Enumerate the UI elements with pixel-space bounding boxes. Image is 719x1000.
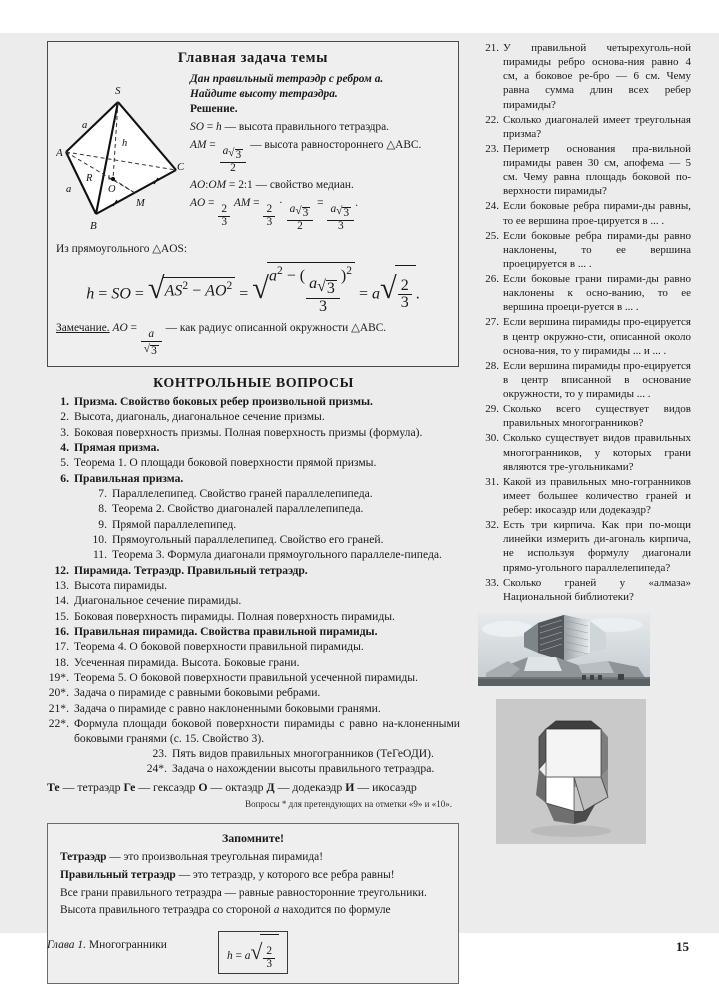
control-question-item	[47, 640, 460, 655]
question-text: Сколько существует видов правильных многогранников, у которых грани являются тре-угольниками?	[503, 432, 691, 473]
question-text: Прямой параллелепипед.	[112, 517, 237, 531]
question-text: Параллелепипед. Свойство граней параллелепипеда.	[112, 487, 373, 501]
main-problem-box	[47, 41, 459, 367]
remark-label: Замечание.	[56, 322, 110, 335]
right-question-item	[478, 41, 691, 112]
page-footer	[0, 933, 719, 973]
svg-text:O: O	[108, 184, 116, 195]
control-question-item	[47, 410, 460, 425]
question-number: 27.	[485, 316, 499, 329]
question-number: 12.	[54, 563, 69, 577]
svg-text:C: C	[177, 161, 184, 173]
question-text: Прямоугольный параллелепипед. Свойство его граней.	[112, 533, 384, 547]
solution-label: Решение.	[190, 103, 238, 116]
question-number: 20*.	[48, 686, 69, 700]
question-number: 30.	[485, 432, 499, 445]
line-ao: AO = $\frac{2}{3}$ AM = $\frac{2}{3}$ · a √ 3 2 = a √ 3 3 .	[190, 196, 358, 232]
star-footnote: Вопросы * для претендующих на отметки «9» и «10».	[245, 798, 452, 809]
right-question-item	[478, 431, 691, 473]
question-number: 31.	[485, 475, 499, 488]
question-number: 28.	[485, 359, 499, 372]
national-library-illustration	[478, 613, 650, 686]
control-question-item	[47, 518, 460, 533]
control-question-item	[47, 548, 460, 563]
question-text: Боковая поверхность призмы. Полная поверхность призмы (формула).	[74, 425, 423, 439]
footer-chapter: Глава 1. Многогранники	[47, 939, 167, 951]
question-text: Формула площади боковой поверхности пирамиды с равно на-клоненными боковыми гранями (с. 15. Свойство 3).	[74, 716, 460, 745]
remember-line-2: Правильный тетраэдр — это тетраэдр, у которого все ребра равны!	[60, 868, 395, 881]
question-text: Теорема 4. О боковой поверхности правильной пирамиды.	[74, 640, 364, 654]
question-text: У правильной четырехуголь-ной пирамиды ребро основа-ния равно 4 см, а боковое ре-бро — 6 см. Чему равна сумма длин всех ребер пирамиды?	[503, 42, 691, 111]
question-text: Правильная призма.	[74, 471, 184, 485]
question-text: Теорема 5. О боковой поверхности правильной усеченной пирамиды.	[74, 670, 418, 684]
question-number: 17.	[54, 640, 69, 654]
statement-line-1: Дан правильный тетраэдр с ребром a.	[190, 73, 384, 85]
control-question-item	[47, 426, 460, 441]
polyhedron-model-photo	[496, 699, 646, 844]
right-question-item	[478, 199, 691, 227]
right-question-item	[478, 272, 691, 314]
rhombicuboctahedron-illustration	[496, 699, 646, 844]
question-text: Диагональное сечение пирамиды.	[74, 594, 242, 608]
question-number: 24.	[485, 200, 499, 213]
control-question-item	[47, 395, 460, 410]
question-number: 11.	[92, 548, 107, 562]
control-question-item	[47, 502, 460, 517]
question-text: Теорема 1. О площади боковой поверхности прямой призмы.	[74, 456, 377, 470]
right-questions-list	[478, 41, 691, 604]
tetrahedron-figure	[56, 72, 186, 236]
control-question-item	[47, 533, 460, 548]
svg-text:h: h	[122, 138, 128, 149]
question-number: 24*.	[146, 762, 167, 776]
question-text: Теорема 3. Формула диагонали прямоугольного параллеле-пипеда.	[112, 548, 442, 562]
question-text: Задача о пирамиде с равно наклоненными боковыми гранями.	[74, 701, 381, 715]
question-number: 26.	[485, 273, 499, 285]
right-column	[470, 33, 719, 933]
question-text: Сколько диагоналей имеет треугольная призма?	[503, 113, 691, 140]
control-question-item	[47, 686, 460, 701]
svg-text:A: A	[56, 147, 63, 159]
control-question-item	[47, 472, 460, 487]
question-number: 8.	[98, 502, 107, 516]
from-right-triangle: Из прямоугольного △AOS:	[56, 242, 188, 255]
national-library-photo	[478, 613, 650, 686]
tetrahedron-svg	[56, 74, 184, 234]
question-number: 25.	[485, 229, 499, 242]
remember-line-3: Все грани правильного тетраэдра — равные равносторонние треугольники.	[60, 886, 427, 899]
right-question-item	[478, 475, 691, 517]
control-question-item	[47, 610, 460, 625]
right-question-item	[478, 576, 691, 604]
question-number: 13.	[54, 579, 69, 592]
question-text: Усеченная пирамида. Высота. Боковые грани.	[74, 655, 300, 669]
right-question-item	[478, 518, 691, 575]
statement-line-2: Найдите высоту тетраэдра.	[190, 88, 338, 101]
question-number: 9.	[98, 517, 107, 531]
problem-body	[56, 72, 450, 236]
question-text: Если боковые ребра пирами-ды равны, то ее вершина прое-цируется в ... .	[503, 200, 691, 227]
question-number: 15.	[54, 609, 69, 623]
control-question-item	[47, 762, 460, 777]
question-text: Есть три кирпича. Как при по-мощи линейки измерить ди-агональ кирпича, не используя формулу диагонали прямо-угольного параллелепипеда?	[503, 519, 691, 574]
question-number: 5.	[60, 456, 69, 470]
right-question-item	[478, 359, 691, 401]
question-number: 22.	[485, 113, 499, 126]
question-text: Высота пирамиды.	[74, 579, 168, 592]
remark-line: Замечание. AO = a √ 3 — как радиус описанной окружности △ABC.	[56, 322, 387, 358]
question-text: Призма. Свойство боковых ребер произвольной призмы.	[74, 395, 373, 409]
svg-text:S: S	[115, 85, 121, 97]
control-question-item	[47, 456, 460, 471]
question-text: Если вершина пирамиды про-ецируется в центр окружно-сти, описанной около основа-ния, то у пирамиды ... и ... .	[503, 316, 691, 357]
question-number: 33.	[485, 576, 499, 589]
question-text: Задача о нахождении высоты правильного тетраэдра.	[172, 762, 435, 776]
question-number: 18.	[54, 655, 69, 669]
question-text: Пять видов правильных многогранников (ТеГеОДИ).	[172, 747, 434, 761]
line-ratio: AO:OM = 2:1 — свойство медиан.	[190, 178, 354, 191]
control-question-item	[47, 656, 460, 671]
question-number: 2.	[60, 410, 69, 424]
question-text: Сколько граней у «алмаза» Национальной библиотеки?	[503, 576, 691, 603]
footer-page-number: 15	[676, 939, 689, 954]
line-am: AM = a √ 3 2 — высота равностороннего △ABC.	[190, 139, 422, 175]
remark-tail: — как радиус описанной окружности △ABC.	[165, 322, 387, 335]
question-number: 29.	[485, 403, 499, 416]
control-question-item	[47, 702, 460, 717]
svg-text:M: M	[136, 198, 145, 209]
question-text: Боковая поверхность пирамиды. Полная поверхность пирамиды.	[74, 609, 395, 623]
question-text: Прямая призма.	[74, 441, 160, 455]
control-question-item	[47, 487, 460, 502]
remember-title: Запомните!	[221, 830, 285, 845]
remember-line-4: Высота правильного тетраэдра со стороной a находится по формуле	[60, 904, 391, 917]
question-text: Какой из правильных мно-гогранников имеет большее количество граней и ребер: икосаэдр или додекаэдр?	[503, 475, 691, 516]
question-text: Правильная пирамида. Свойства правильной пирамиды.	[74, 624, 378, 638]
question-text: Если боковые грани пирами-ды равно наклонены к осно-ванию, то ее вершина проеци-руется в ... .	[503, 273, 691, 314]
question-number: 32.	[485, 519, 499, 532]
right-question-item	[478, 229, 691, 271]
question-number: 4.	[60, 441, 69, 455]
right-question-item	[478, 402, 691, 430]
question-number: 10.	[92, 533, 107, 547]
right-question-item	[478, 113, 691, 141]
question-number: 1.	[60, 395, 69, 409]
fraction-am: a √ 3 2	[220, 146, 247, 175]
question-text: Задача о пирамиде с равными боковыми ребрами.	[74, 686, 321, 700]
svg-text:a: a	[66, 184, 72, 195]
solution-text	[190, 72, 450, 236]
question-text: Если боковые ребра пирами-ды равно наклонены, то ее вершина проецируется в ... .	[503, 229, 691, 270]
question-number: 22*.	[48, 716, 69, 730]
remember-formula-box: h = a √ $\frac{2}{3}$	[218, 931, 288, 974]
question-number: 23.	[152, 747, 167, 761]
question-text: Периметр основания пра-вильной пирамиды равен 30 см, апофема — 5 см. Чему равна площадь боковой по-верхности пирамиды?	[503, 142, 691, 198]
question-text: Теорема 2. Свойство диагоналей параллелепипеда.	[112, 502, 364, 516]
remember-line-1: Тетраэдр — это произвольная треугольная пирамида!	[60, 851, 324, 864]
control-question-item	[47, 579, 460, 594]
right-question-item	[478, 315, 691, 357]
right-question-item	[478, 142, 691, 199]
question-text: Высота, диагональ, диагональное сечение призмы.	[74, 410, 325, 424]
question-number: 3.	[60, 425, 69, 439]
control-question-item	[47, 671, 460, 686]
question-number: 14.	[54, 594, 69, 608]
question-text: Сколько всего существует видов правильных многогранников?	[503, 403, 691, 430]
control-questions-list	[47, 395, 460, 777]
line-so-text: — высота правильного тетраэдра.	[224, 121, 390, 134]
polyhedra-legend: Те — тетраэдр Ге — гексаэдр О — октаэдр Д — додекаэдр И — икосаэдр	[47, 780, 417, 795]
control-question-item	[47, 625, 460, 640]
svg-text:B: B	[90, 220, 97, 232]
control-question-item	[47, 441, 460, 456]
svg-text:a: a	[82, 120, 88, 131]
question-number: 6.	[60, 471, 69, 485]
main-formula: h = SO = √ $AS^2 - AO^2$ = √ $a^2$ − ( a √ 3 3 )$^2$ = a √ $\frac{2}{3}$ .	[56, 262, 450, 316]
question-text: Если вершина пирамиды про-ецируется в центр вписанной в основание окружности, то у пирамиды ... .	[503, 359, 691, 400]
question-text: Пирамида. Тетраэдр. Правильный тетраэдр.	[74, 563, 308, 577]
control-question-item	[47, 594, 460, 609]
control-questions-heading: КОНТРОЛЬНЫЕ ВОПРОСЫ	[153, 376, 354, 392]
control-question-item	[47, 564, 460, 579]
control-question-item	[47, 747, 460, 762]
question-number: 19*.	[48, 670, 69, 684]
svg-text:R: R	[86, 173, 93, 184]
control-question-item	[47, 717, 460, 747]
question-number: 21*.	[48, 701, 69, 715]
question-number: 21.	[485, 42, 499, 54]
line-so: SO = h — высота правильного тетраэдра.	[190, 121, 390, 134]
problem-title: Главная задача темы	[177, 50, 329, 66]
question-number: 7.	[98, 487, 107, 501]
question-number: 23.	[485, 142, 499, 155]
question-number: 16.	[54, 624, 69, 638]
line-am-tail: — высота равностороннего △ABC.	[250, 139, 422, 152]
